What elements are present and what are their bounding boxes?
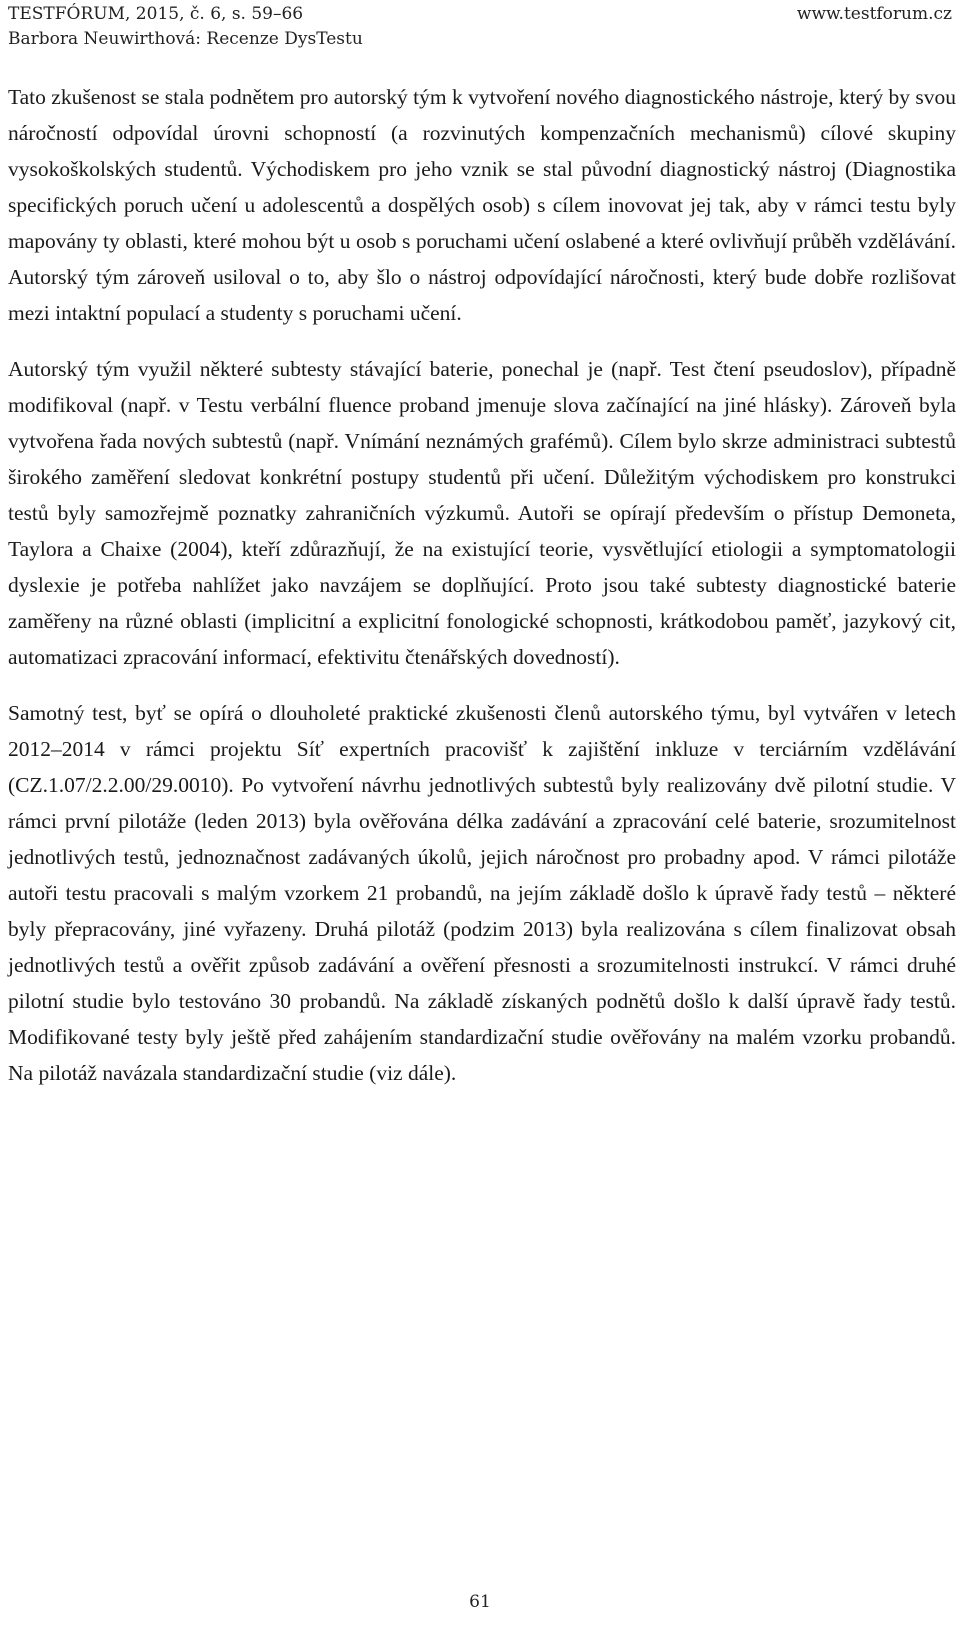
article-author-title: Barbora Neuwirthová: Recenze DysTestu — [8, 29, 363, 49]
paragraph-2: Autorský tým využil některé subtesty stávající baterie, ponechal je (např. Test čtení pseudoslov), případně modifikoval (např. v Testu verbální fluence proband jmenuje slova začínající na jiné hlásky). Zároveň byla vytvořena řada nových subtestů (např. Vnímání neznámých grafémů). Cílem bylo skrze administraci subtestů širokého zaměření sledovat konkrétní postupy studentů při učení. Důležitým východiskem pro konstrukci testů byly samozřejmě poznatky zahraničních výzkumů. Autoři se opírají především o přístup Demoneta, Taylora a Chaixe (2004), kteří zdůrazňují, že na existující teorie, vysvětlující etiologii a symptomatologii dyslexie je potřeba nahlížet jako navzájem se doplňující. Proto jsou také subtesty diagnostické baterie zaměřeny na různé oblasti (implicitní a explicitní fonologické schopnosti, krátkodobou paměť, jazykový cit, automatizaci zpracování informací, efektivitu čtenářských dovedností). — [8, 357, 956, 669]
running-header — [8, 2, 952, 52]
paragraph-3: Samotný test, byť se opírá o dlouholeté praktické zkušenosti členů autorského týmu, byl vytvářen v letech 2012–2014 v rámci projektu Síť expertních pracovišť k zajištění inkluze v terciárním vzdělávání (CZ.1.07/2.2.00/29.0010). Po vytvoření návrhu jednotlivých subtestů byly realizovány dvě pilotní studie. V rámci první pilotáže (leden 2013) byla ověřována délka zadávání a zpracování celé baterie, srozumitelnost jednotlivých testů, jednoznačnost zadávaných úkolů, jejich náročnost pro probadny apod. V rámci pilotáže autoři testu pracovali s malým vzorkem 21 probandů, na jejím základě došlo k úpravě řady testů – některé byly přepracovány, jiné vyřazeny. Druhá pilotáž (podzim 2013) byla realizována s cílem finalizovat obsah jednotlivých testů a ověřit způsob zadávání a ověření přesnosti a srozumitelnosti instrukcí. V rámci druhé pilotní studie bylo testováno 30 probandů. Na základě získaných podnětů došlo k další úpravě řady testů. Modifikované testy byly ještě před zahájením standardizační studie ověřovány na malém vzorku probandů. Na pilotáž navázala standardizační studie (viz dále). — [8, 701, 956, 1085]
article-body — [8, 79, 956, 1111]
journal-citation: TESTFÓRUM, 2015, č. 6, s. 59–66 — [8, 4, 304, 24]
journal-website: www.testforum.cz — [796, 4, 952, 24]
header-bottom-row — [8, 27, 952, 52]
page-footer — [0, 1592, 960, 1612]
header-top-row — [8, 2, 952, 27]
paragraph-1: Tato zkušenost se stala podnětem pro autorský tým k vytvoření nového diagnostického nástroje, který by svou náročností odpovídal úrovni schopností (a rozvinutých kompenzačních mechanismů) cílové skupiny vysokoškolských studentů. Východiskem pro jeho vznik se stal původní diagnostický nástroj (Diagnostika specifických poruch učení u adolescentů a dospělých osob) s cílem inovovat jej tak, aby v rámci testu byly mapovány ty oblasti, které mohou být u osob s poruchami učení oslabené a které ovlivňují průběh vzdělávání. Autorský tým zároveň usiloval o to, aby šlo o nástroj odpovídající náročnosti, který bude dobře rozlišovat mezi intaktní populací a studenty s poruchami učení. — [8, 85, 956, 325]
page-number: 61 — [469, 1592, 491, 1612]
